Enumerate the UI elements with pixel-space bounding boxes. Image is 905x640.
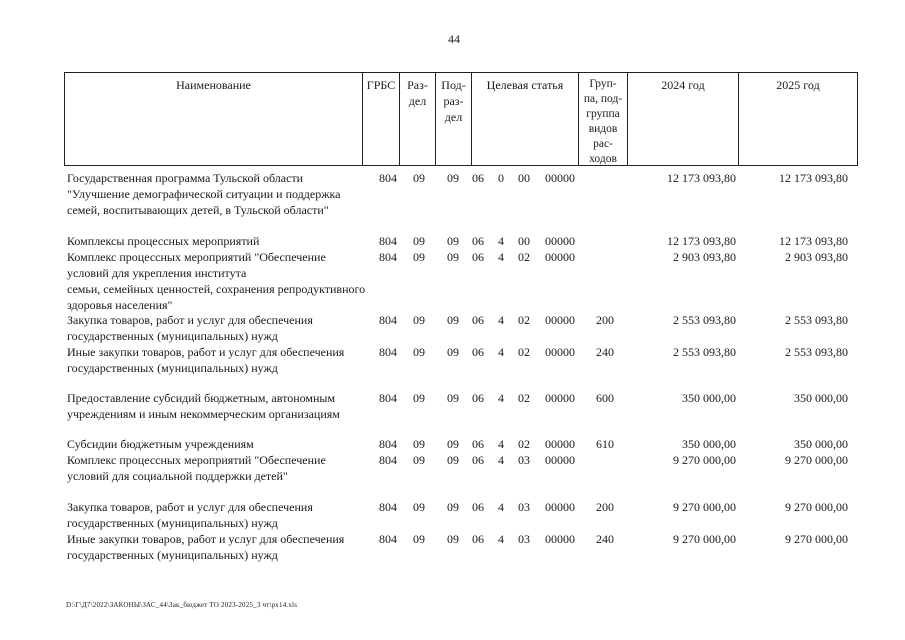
cell-y2025: 12 173 093,80 (779, 234, 848, 248)
cell-t4: 00000 (545, 437, 575, 451)
cell-t3: 02 (518, 250, 530, 264)
header-target-article: Целевая статья (486, 78, 564, 92)
cell-t1: 06 (472, 500, 484, 514)
cell-t2: 4 (498, 437, 504, 451)
header-2024: 2024 год (661, 78, 705, 92)
cell-y2024: 350 000,00 (682, 437, 736, 451)
cell-t1: 06 (472, 532, 484, 546)
cell-grbs: 804 (379, 453, 397, 467)
cell-y2024: 12 173 093,80 (667, 171, 736, 185)
page-number: 44 (448, 32, 460, 46)
cell-razdel: 09 (413, 234, 425, 248)
cell-razdel: 09 (413, 453, 425, 467)
row-name: Комплекс процессных мероприятий "Обеспечение условий для социальной поддержки детей" (67, 453, 326, 483)
cell-podrazdel: 09 (447, 437, 459, 451)
cell-t2: 4 (498, 500, 504, 514)
cell-grbs: 804 (379, 500, 397, 514)
header-2025: 2025 год (776, 78, 820, 92)
cell-y2024: 2 903 093,80 (673, 250, 736, 264)
cell-t3: 02 (518, 345, 530, 359)
cell-t1: 06 (472, 171, 484, 185)
row-name: Иные закупки товаров, работ и услуг для обеспечения государственных (муниципальных) нужд (67, 532, 345, 562)
row-name: Иные закупки товаров, работ и услуг для обеспечения государственных (муниципальных) нужд (67, 345, 345, 375)
cell-podrazdel: 09 (447, 171, 459, 185)
header-expense-group: Груп- па, под- группа видов рас- ходов (583, 78, 623, 165)
cell-vr: 200 (596, 500, 614, 514)
cell-razdel: 09 (413, 500, 425, 514)
cell-grbs: 804 (379, 437, 397, 451)
cell-t4: 00000 (545, 453, 575, 467)
cell-podrazdel: 09 (447, 313, 459, 327)
cell-podrazdel: 09 (447, 391, 459, 405)
cell-podrazdel: 09 (447, 250, 459, 264)
cell-podrazdel: 09 (447, 453, 459, 467)
row-name: Государственная программа Тульской области "Улучшение демографической ситуации и поддержка семей, воспитывающих детей, в Тульской области" (67, 171, 341, 217)
row-name: Закупка товаров, работ и услуг для обеспечения государственных (муниципальных) нужд (67, 313, 313, 343)
header-grbs: ГРБС (366, 78, 396, 92)
cell-vr: 200 (596, 313, 614, 327)
cell-razdel: 09 (413, 437, 425, 451)
cell-t4: 00000 (545, 391, 575, 405)
header-podrazdel: Под- раз- дел (441, 78, 466, 124)
row-name: Предоставление субсидий бюджетным, автономным учреждениям и иным некоммерческим организациям (67, 391, 340, 421)
cell-y2025: 9 270 000,00 (785, 500, 848, 514)
cell-t2: 4 (498, 391, 504, 405)
cell-y2024: 350 000,00 (682, 391, 736, 405)
cell-grbs: 804 (379, 313, 397, 327)
cell-t2: 4 (498, 453, 504, 467)
cell-razdel: 09 (413, 250, 425, 264)
cell-y2024: 9 270 000,00 (673, 532, 736, 546)
cell-t1: 06 (472, 313, 484, 327)
cell-t2: 4 (498, 345, 504, 359)
cell-y2025: 12 173 093,80 (779, 171, 848, 185)
cell-podrazdel: 09 (447, 234, 459, 248)
cell-t2: 4 (498, 532, 504, 546)
cell-t1: 06 (472, 345, 484, 359)
cell-podrazdel: 09 (447, 500, 459, 514)
row-name: Закупка товаров, работ и услуг для обеспечения государственных (муниципальных) нужд (67, 500, 313, 530)
cell-y2025: 2 553 093,80 (785, 313, 848, 327)
cell-t2: 0 (498, 171, 504, 185)
cell-y2024: 9 270 000,00 (673, 500, 736, 514)
row-name: Комплекс процессных мероприятий "Обеспечение условий для укрепления института семьи, семейных ценностей, сохранения репродуктивного здоровья населения" (67, 250, 366, 312)
row-name: Комплексы процессных мероприятий (67, 234, 260, 248)
cell-razdel: 09 (413, 532, 425, 546)
cell-vr: 600 (596, 391, 614, 405)
cell-y2025: 9 270 000,00 (785, 532, 848, 546)
cell-t4: 00000 (545, 532, 575, 546)
cell-y2025: 350 000,00 (794, 391, 848, 405)
cell-razdel: 09 (413, 171, 425, 185)
cell-y2025: 350 000,00 (794, 437, 848, 451)
row-name: Субсидии бюджетным учреждениям (67, 437, 254, 451)
cell-t3: 00 (518, 234, 530, 248)
cell-podrazdel: 09 (447, 532, 459, 546)
cell-t3: 03 (518, 453, 530, 467)
cell-razdel: 09 (413, 345, 425, 359)
cell-y2025: 2 903 093,80 (785, 250, 848, 264)
header-razdel: Раз- дел (407, 78, 428, 108)
cell-t3: 02 (518, 313, 530, 327)
cell-vr: 240 (596, 345, 614, 359)
cell-t4: 00000 (545, 345, 575, 359)
cell-grbs: 804 (379, 250, 397, 264)
cell-vr: 610 (596, 437, 614, 451)
cell-podrazdel: 09 (447, 345, 459, 359)
footer-file-path: D:\Г\Д7\2022\ЗАКОНЫ\ЗАС_44\Зак_бюджет ТО 2023-2025_3 чт\рх14.xls (66, 601, 298, 609)
cell-t4: 00000 (545, 500, 575, 514)
cell-razdel: 09 (413, 313, 425, 327)
cell-t3: 02 (518, 437, 530, 451)
header-name: Наименование (176, 78, 251, 92)
cell-t1: 06 (472, 437, 484, 451)
cell-t1: 06 (472, 234, 484, 248)
cell-t2: 4 (498, 234, 504, 248)
cell-t3: 02 (518, 391, 530, 405)
cell-y2024: 12 173 093,80 (667, 234, 736, 248)
cell-y2024: 2 553 093,80 (673, 313, 736, 327)
cell-t4: 00000 (545, 234, 575, 248)
cell-grbs: 804 (379, 532, 397, 546)
cell-razdel: 09 (413, 391, 425, 405)
cell-t4: 00000 (545, 250, 575, 264)
cell-grbs: 804 (379, 391, 397, 405)
cell-y2025: 2 553 093,80 (785, 345, 848, 359)
cell-t3: 03 (518, 532, 530, 546)
cell-t1: 06 (472, 250, 484, 264)
cell-t3: 00 (518, 171, 530, 185)
cell-t4: 00000 (545, 313, 575, 327)
cell-t4: 00000 (545, 171, 575, 185)
cell-y2024: 9 270 000,00 (673, 453, 736, 467)
cell-y2025: 9 270 000,00 (785, 453, 848, 467)
cell-grbs: 804 (379, 171, 397, 185)
table-header (64, 72, 858, 166)
cell-t3: 03 (518, 500, 530, 514)
cell-y2024: 2 553 093,80 (673, 345, 736, 359)
cell-t1: 06 (472, 453, 484, 467)
cell-t2: 4 (498, 313, 504, 327)
cell-t1: 06 (472, 391, 484, 405)
cell-grbs: 804 (379, 234, 397, 248)
cell-t2: 4 (498, 250, 504, 264)
cell-vr: 240 (596, 532, 614, 546)
cell-grbs: 804 (379, 345, 397, 359)
